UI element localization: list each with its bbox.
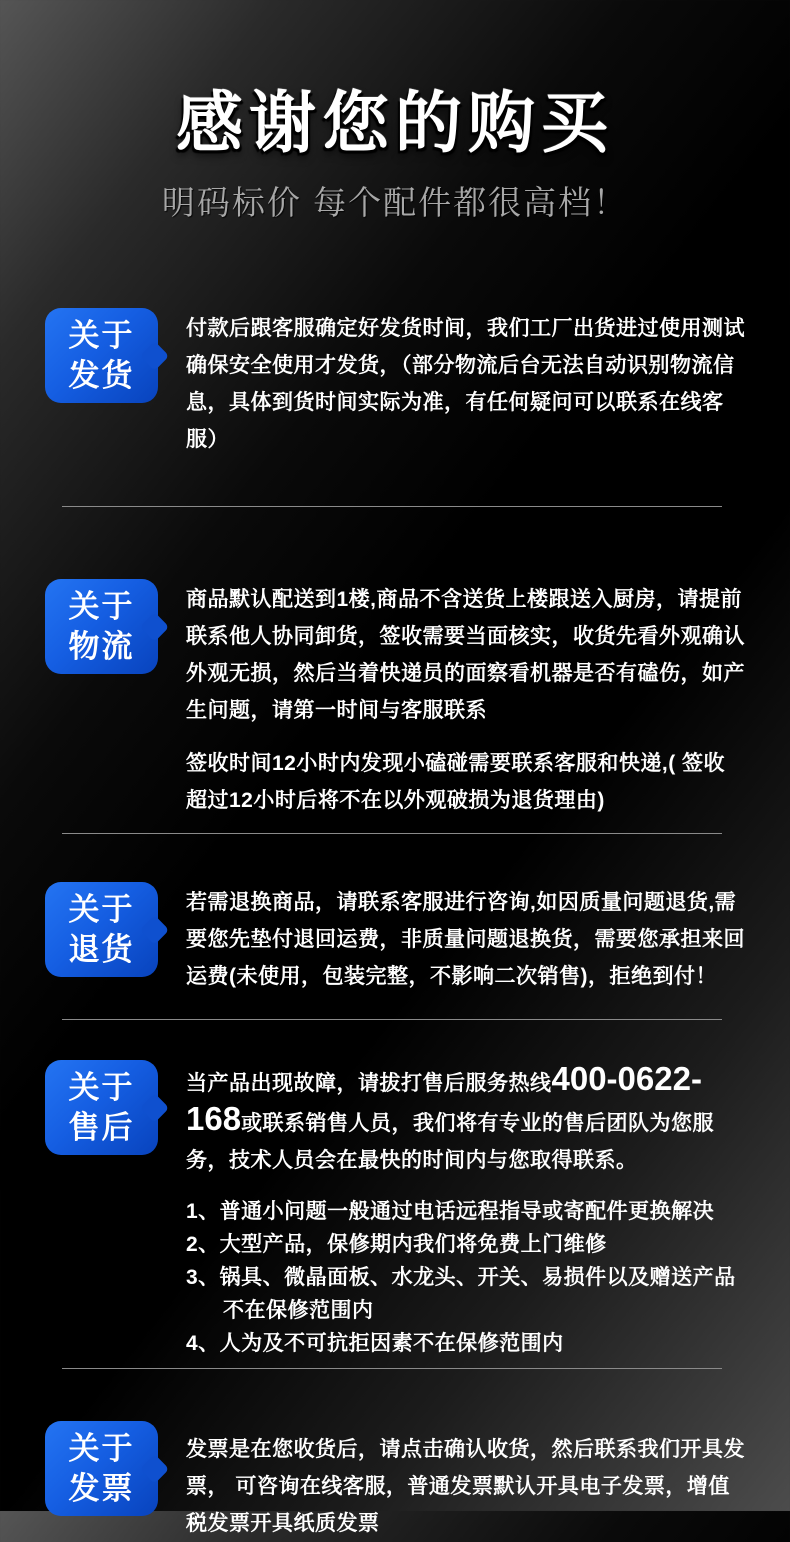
- shipping-content: [186, 308, 746, 458]
- returns-paragraph: 若需退换商品，请联系客服进行咨询,如因质量问题退货,需要您先垫付退回运费，非质量问题退换货，需要您承担来回运费(未使用，包装完整，不影响二次销售)，拒绝到付！: [186, 891, 745, 989]
- hotline-number: 400-0622-168: [186, 1060, 702, 1138]
- badge-label-line1: 关于: [68, 1430, 135, 1466]
- warranty-list-item: 2、大型产品，保修期内我们将免费上门维修: [186, 1233, 607, 1257]
- page-subtitle: 明码标价 每个配件都很高档！: [161, 184, 629, 222]
- badge-label-line1: 关于: [68, 588, 135, 624]
- divider: [62, 1019, 722, 1020]
- shipping-badge: [45, 308, 158, 403]
- hotline-suffix: 或联系销售人员，我们将有专业的售后团队为您服务，技术人员会在最快的时间内与您取得联系。: [186, 1112, 715, 1173]
- section-shipping: [0, 308, 790, 458]
- logistics-content: [186, 579, 746, 819]
- section-invoice: [0, 1421, 790, 1542]
- badge-label-line2: 退货: [68, 931, 135, 967]
- warranty-list-item: 3、锅具、微晶面板、水龙头、开关、易损件以及赠送产品不在保修范围内: [186, 1266, 736, 1323]
- logistics-paragraph: 商品默认配送到1楼,商品不含送货上楼跟送入厨房，请提前联系他人协同卸货，签收需要当面核实，收货先看外观确认外观无损，然后当着快递员的面察看机器是否有磕伤，如产生问题，请第一时间与客服联系: [186, 588, 745, 723]
- returns-content: [186, 882, 746, 995]
- after-sales-content: [186, 1060, 746, 1360]
- after-sales-badge: [45, 1060, 158, 1155]
- badge-label-line1: 关于: [68, 317, 135, 353]
- divider: [62, 1368, 722, 1369]
- logistics-paragraph: 签收时间12小时内发现小磕碰需要联系客服和快递,( 签收超过12小时后将不在以外观破损为退货理由): [186, 752, 726, 813]
- badge-arrow-icon: [140, 1454, 170, 1484]
- badge-arrow-icon: [140, 612, 170, 642]
- section-logistics: [0, 579, 790, 819]
- hotline-prefix: 当产品出现故障，请拔打售后服务热线: [186, 1072, 552, 1096]
- page-header: [0, 0, 790, 224]
- returns-badge: [45, 882, 158, 977]
- logistics-badge: [45, 579, 158, 674]
- badge-label-line2: 售后: [68, 1109, 135, 1145]
- warranty-list: [186, 1195, 746, 1360]
- warranty-list-item: 1、普通小问题一般通过电话远程指导或寄配件更换解决: [186, 1200, 715, 1224]
- badge-arrow-icon: [140, 1093, 170, 1123]
- badge-label-line2: 发货: [68, 357, 135, 393]
- badge-arrow-icon: [140, 341, 170, 371]
- invoice-badge: [45, 1421, 158, 1516]
- badge-label-line2: 物流: [68, 628, 135, 664]
- badge-arrow-icon: [140, 915, 170, 945]
- badge-label-line2: 发票: [68, 1470, 135, 1506]
- divider: [62, 506, 722, 507]
- page-title: 感谢您的购买: [176, 86, 614, 161]
- section-after-sales: [0, 1060, 790, 1360]
- invoice-content: [186, 1421, 746, 1542]
- section-returns: [0, 882, 790, 995]
- invoice-paragraph: 发票是在您收货后，请点击确认收货，然后联系我们开具发票， 可咨询在线客服，普通发票默认开具电子发票，增值税发票开具纸质发票: [186, 1438, 745, 1536]
- divider: [62, 833, 722, 834]
- shipping-paragraph: 付款后跟客服确定好发货时间，我们工厂出货进过使用测试确保安全使用才发货，（部分物流后台无法自动识别物流信息，具体到货时间实际为准，有任何疑问可以联系在线客服）: [186, 317, 745, 452]
- badge-label-line1: 关于: [68, 1069, 135, 1105]
- warranty-list-item: 4、人为及不可抗拒因素不在保修范围内: [186, 1332, 564, 1356]
- badge-label-line1: 关于: [68, 891, 135, 927]
- after-sales-hotline-paragraph: [186, 1062, 746, 1179]
